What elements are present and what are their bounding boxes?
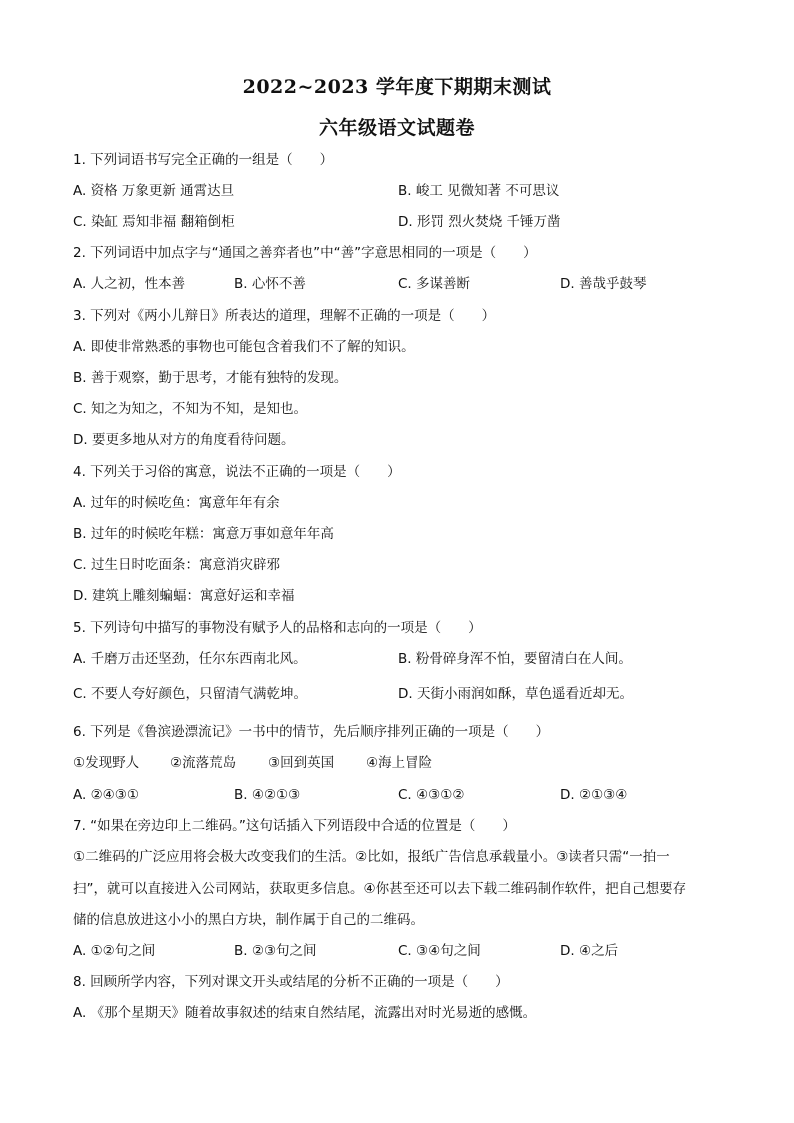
question-7-stem: 7. “如果在旁边印上二维码。”这句话插入下列语段中合适的位置是（ ） [73, 818, 516, 834]
question-2-option-d: D. 善哉乎鼓琴 [560, 276, 647, 292]
question-6-option-c: C. ④③①② [398, 787, 465, 803]
question-1-option-c: C. 染缸 焉知非福 翻箱倒柜 [73, 214, 235, 230]
question-1-option-a: A. 资格 万象更新 通霄达旦 [73, 183, 235, 199]
question-3-stem: 3. 下列对《两小儿辩日》所表达的道理，理解不正确的一项是（ ） [73, 308, 496, 324]
question-8-option-a: A. 《那个星期天》随着故事叙述的结束自然结尾，流露出对时光易逝的感慨。 [73, 1005, 537, 1021]
question-7-passage-line: 储的信息放进这小小的黑白方块，制作属于自己的二维码。 [73, 912, 424, 928]
question-6-option-d: D. ②①③④ [560, 787, 628, 803]
question-2-option-c: C. 多谋善断 [398, 276, 471, 292]
exam-title: 2022~2023 学年度下期期末测试 [242, 76, 552, 98]
question-5-option-c: C. 不要人夸好颜色，只留清气满乾坤。 [73, 686, 308, 702]
question-4-option-d: D. 建筑上雕刻蝙蝠：寓意好运和幸福 [73, 588, 295, 604]
question-6-item-4: ④海上冒险 [366, 755, 433, 771]
question-6-item-1: ①发现野人 [73, 755, 140, 771]
question-1-stem: 1. 下列词语书写完全正确的一组是（ ） [73, 152, 334, 168]
question-3-option-a: A. 即使非常熟悉的事物也可能包含着我们不了解的知识。 [73, 339, 415, 355]
question-7-option-c: C. ③④句之间 [398, 943, 481, 959]
question-3-option-b: B. 善于观察，勤于思考，才能有独特的发现。 [73, 370, 348, 386]
question-3-option-c: C. 知之为知之，不知为不知，是知也。 [73, 401, 308, 417]
question-2-option-b: B. 心怀不善 [234, 276, 306, 292]
question-5-option-b: B. 粉骨碎身浑不怕，要留清白在人间。 [398, 651, 632, 667]
question-2-stem: 2. 下列词语中加点字与“通国之善弈者也”中“善”字意思相同的一项是（ ） [73, 245, 537, 261]
question-6-item-3: ③回到英国 [268, 755, 335, 771]
question-3-option-d: D. 要更多地从对方的角度看待问题。 [73, 432, 295, 448]
question-7-passage-line: ①二维码的广泛应用将会极大改变我们的生活。②比如，报纸广告信息承载量小。③读者只需“一拍一 [73, 849, 670, 865]
question-7-option-b: B. ②③句之间 [234, 943, 317, 959]
question-6-item-2: ②流落荒岛 [170, 755, 237, 771]
question-2-option-a: A. 人之初，性本善 [73, 276, 186, 292]
question-4-option-c: C. 过生日时吃面条：寓意消灾辟邪 [73, 557, 281, 573]
question-1-option-d: D. 形罚 烈火焚烧 千锤万凿 [398, 214, 561, 230]
question-1-option-b: B. 峻工 见微知著 不可思议 [398, 183, 560, 199]
question-7-option-d: D. ④之后 [560, 943, 619, 959]
question-6-stem: 6. 下列是《鲁滨逊漂流记》一书中的情节，先后顺序排列正确的一项是（ ） [73, 724, 550, 740]
question-4-stem: 4. 下列关于习俗的寓意，说法不正确的一项是（ ） [73, 464, 401, 480]
question-5-option-d: D. 天街小雨润如酥，草色遥看近却无。 [398, 686, 633, 702]
exam-subtitle: 六年级语文试题卷 [318, 117, 475, 139]
question-8-stem: 8. 回顾所学内容，下列对课文开头或结尾的分析不正确的一项是（ ） [73, 974, 509, 990]
question-6-option-a: A. ②④③① [73, 787, 139, 803]
question-4-option-b: B. 过年的时候吃年糕：寓意万事如意年年高 [73, 526, 334, 542]
question-7-option-a: A. ①②句之间 [73, 943, 156, 959]
question-4-option-a: A. 过年的时候吃鱼：寓意年年有余 [73, 495, 280, 511]
question-5-option-a: A. 千磨万击还坚劲，任尔东西南北风。 [73, 651, 307, 667]
question-6-option-b: B. ④②①③ [234, 787, 301, 803]
question-5-stem: 5. 下列诗句中描写的事物没有赋予人的品格和志向的一项是（ ） [73, 620, 482, 636]
question-7-passage-line: 扫”，就可以直接进入公司网站，获取更多信息。④你甚至还可以去下载二维码制作软件，把自己想要存 [73, 881, 687, 897]
